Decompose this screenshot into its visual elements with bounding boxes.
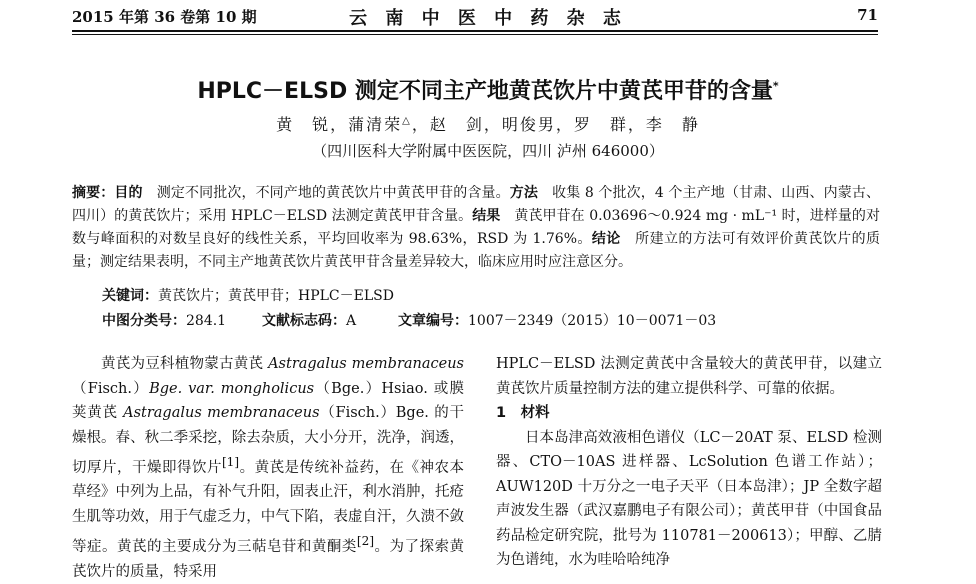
abstract bbox=[72, 182, 880, 274]
intro-text-1: 黄芪为豆科植物蒙古黄芪 bbox=[101, 356, 269, 372]
conclusion-label: 结论 bbox=[591, 231, 621, 247]
keywords bbox=[102, 285, 394, 305]
issue-info: 2015 年第 36 卷第 10 期 bbox=[72, 8, 257, 26]
doc-value: A bbox=[346, 313, 357, 329]
affiliation: （四川医科大学附属中医医院，四川 泸州 646000） bbox=[312, 142, 664, 160]
article-value: 1007－2349（2015）10－0071－03 bbox=[468, 313, 717, 329]
title-footnote-mark: * bbox=[772, 79, 779, 93]
section-number: 1 bbox=[496, 405, 507, 421]
header-rule bbox=[72, 30, 878, 32]
latin-name-2: Bge. var. mongholicus bbox=[149, 380, 315, 397]
authors bbox=[0, 112, 976, 135]
result-label: 结果 bbox=[472, 208, 501, 224]
section-heading bbox=[496, 401, 882, 426]
materials-paragraph: 日本岛津高效液相色谱仪（LC－20AT 泵、ELSD 检测器、CTO－10AS 进样器、LcSolution 色谱工作站）；AUW120D 十万分之一电子天平（日本岛津）；JP 全数字超声波发生器（武汉嘉鹏电子有限公司）；黄芪甲苷（中国食品药品检定研究院，批号为 110781－200613）；甲醇、乙腈为色谱纯，水为哇哈哈纯净 bbox=[496, 429, 882, 568]
keywords-label: 关键词： bbox=[102, 288, 158, 304]
latin-name-1: Astragalus membranaceus bbox=[268, 356, 464, 372]
citation-2: [2] bbox=[356, 534, 375, 549]
clc-label: 中图分类号： bbox=[102, 313, 186, 329]
intro-text-3: （Bge.）Hsiao. 或膜荚黄芪 bbox=[72, 380, 464, 421]
intro-text-2: （Fisch.） bbox=[72, 380, 150, 397]
intro-paragraph bbox=[72, 352, 464, 584]
header-rule-thin bbox=[72, 34, 878, 35]
abstract-method: 收集 8 个批次，4 个主产地（甘肃、山西、内蒙古、四川）的黄芪饮片；采用 HPLC－ELSD 法测定黄芪甲苷含量。 bbox=[72, 185, 881, 224]
authors-part2: ，赵 剑，明俊男，罗 群，李 静 bbox=[411, 115, 700, 134]
authors-part1: 黄 锐，蒲清荣 bbox=[276, 115, 403, 134]
method-label: 方法 bbox=[509, 185, 538, 201]
running-header bbox=[0, 0, 976, 34]
article-label: 文章编号： bbox=[398, 313, 468, 329]
clc-number bbox=[102, 310, 226, 330]
citation-1: [1] bbox=[221, 455, 240, 469]
doc-label: 文献标志码： bbox=[262, 313, 346, 329]
title-text: HPLC－ELSD 测定不同主产地黄芪饮片中黄芪甲苷的含量 bbox=[197, 79, 773, 104]
journal-name: 云 南 中 医 中 药 杂 志 bbox=[349, 8, 627, 29]
clc-value: 284.1 bbox=[186, 313, 227, 329]
corresponding-mark: △ bbox=[402, 115, 412, 127]
intro-text-4: （Fisch.）Bge. 的干燥根。春、秋二季采挖，除去杂质，大小分开，洗净，润透，切厚片，干燥即得饮片 bbox=[72, 405, 464, 476]
keywords-text: 黄芪饮片；黄芪甲苷；HPLC－ELSD bbox=[158, 288, 394, 304]
article-number bbox=[398, 310, 716, 330]
abstract-result: 黄芪甲苷在 0.03696～0.924 mg · mL⁻¹ 时，进样量的对数与峰面积的对数呈良好的线性关系，平均回收率为 98.63%，RSD 为 1.76%。 bbox=[72, 208, 880, 247]
body-right-column bbox=[496, 352, 882, 573]
abstract-objective: 测定不同批次，不同产地的黄芪饮片中黄芪甲苷的含量。 bbox=[142, 185, 510, 201]
intro-continued: HPLC－ELSD 法测定黄芪中含量较大的黄芪甲苷，以建立黄芪饮片质量控制方法的建立提供科学、可靠的依据。 bbox=[496, 356, 882, 397]
page-number: 71 bbox=[857, 6, 878, 24]
abstract-conclusion: 所建立的方法可有效评价黄芪饮片的质量；测定结果表明，不同主产地黄芪饮片黄芪甲苷含量差异较大，临床应用时应注意区分。 bbox=[72, 231, 881, 270]
article-title bbox=[0, 74, 976, 105]
document-code bbox=[262, 310, 356, 330]
latin-name-3: Astragalus membranaceus bbox=[123, 405, 320, 421]
abstract-label: 摘要：目的 bbox=[72, 185, 143, 201]
intro-text-5: 。黄芪是传统补益药，在《神农本草经》中列为上品，有补气升阳，固表止汗，利水消肿，托疮生肌等功效，用于气虚乏力，中气下陷，表虚自汗，久溃不敛等症。黄芪的主要成分为三萜皂苷和黄酮类 bbox=[72, 459, 465, 556]
section-title: 材料 bbox=[520, 405, 550, 421]
body-left-column bbox=[72, 352, 464, 584]
intro-text-6: 。为了探索黄芪饮片的质量，特采用 bbox=[72, 539, 465, 580]
